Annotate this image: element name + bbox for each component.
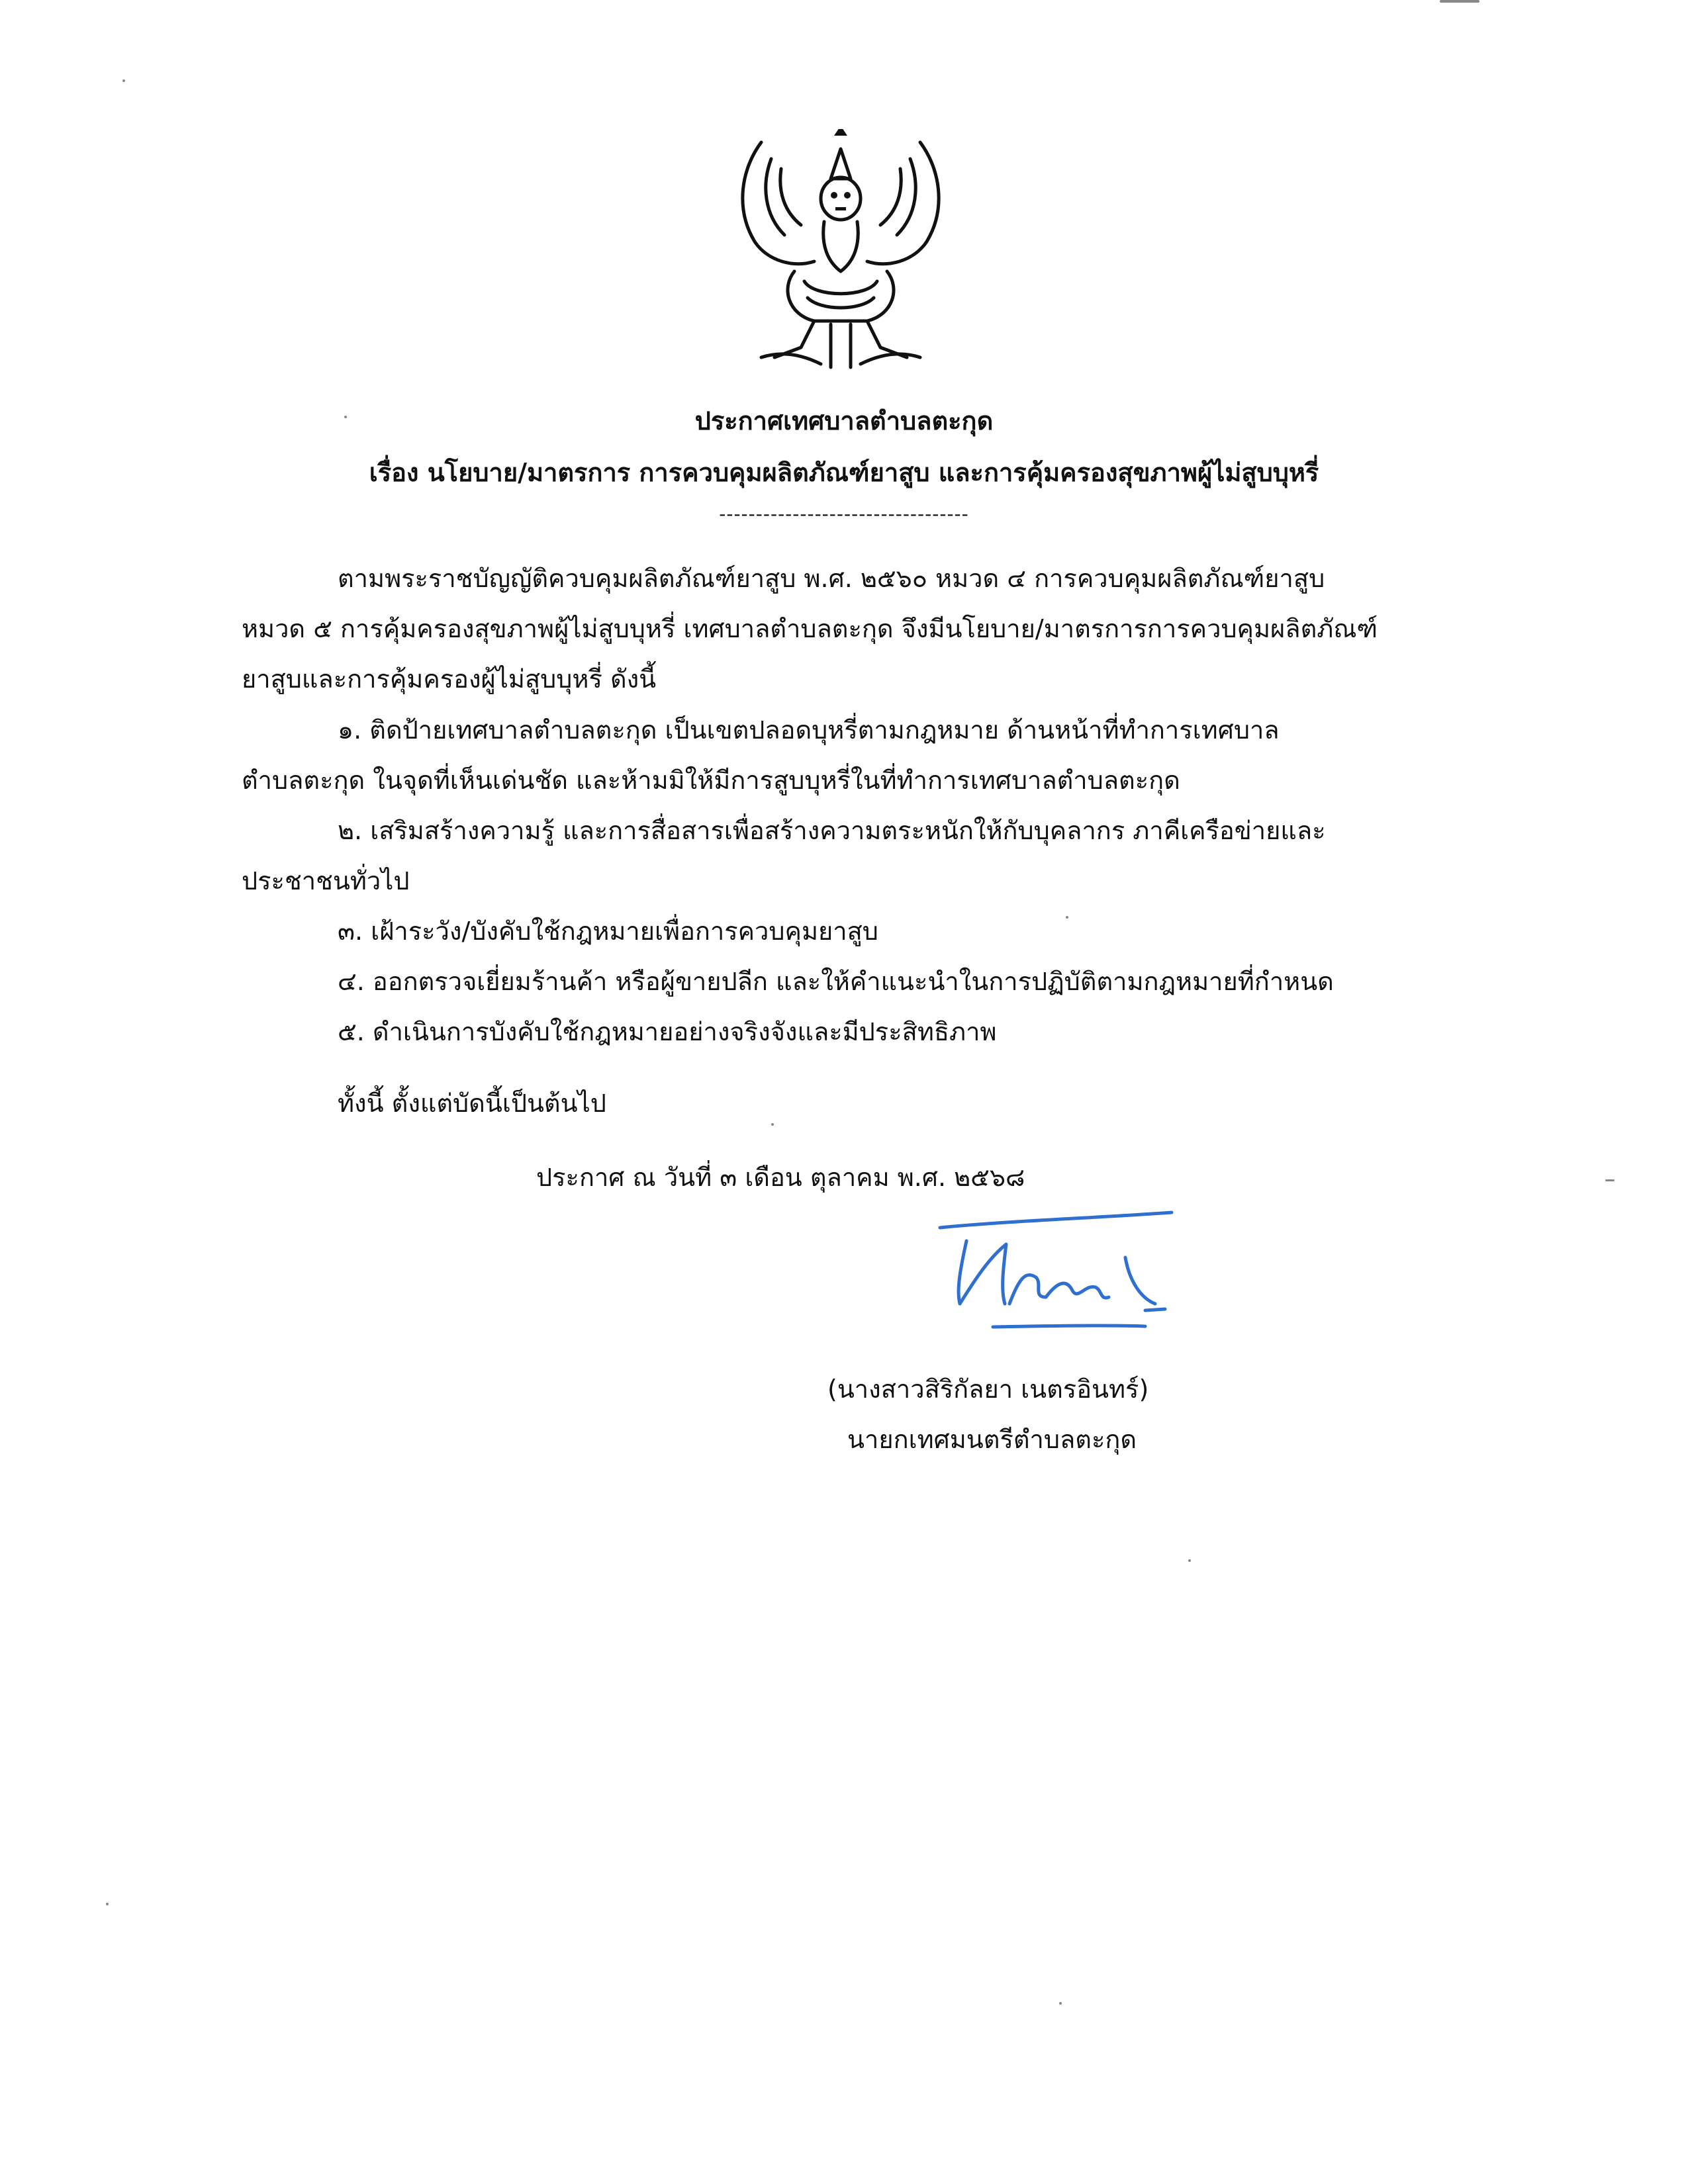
scan-speck bbox=[106, 1903, 109, 1905]
scan-speck bbox=[122, 79, 125, 82]
scan-speck bbox=[771, 1123, 774, 1126]
policy-item-2-line-1: ๒. เสริมสร้างความรู้ และการสื่อสารเพื่อสร้างความตระหนักให้กับบุคลากร ภาคีเครือข่ายและ bbox=[338, 816, 1326, 845]
intro-line-3: ยาสูบและการคุ้มครองผู้ไม่สูบบุหรี่ ดังนี้ bbox=[242, 664, 657, 694]
scan-speck bbox=[1059, 2002, 1062, 2005]
policy-item-1-line-2: ตำบลตะกุด ในจุดที่เห็นเด่นชัด และห้ามมิให้มีการสูบบุหรี่ในที่ทำการเทศบาลตำบลตะกุด bbox=[242, 766, 1180, 795]
scan-speck bbox=[1605, 1179, 1615, 1181]
intro-line-1: ตามพระราชบัญญัติควบคุมผลิตภัณฑ์ยาสูบ พ.ศ. ๒๕๖๐ หมวด ๔ การควบคุมผลิตภัณฑ์ยาสูบ bbox=[338, 564, 1325, 593]
title-divider: ---------------------------------- bbox=[719, 503, 969, 525]
scan-speck bbox=[1188, 1559, 1191, 1562]
closing-statement: ทั้งนี้ ตั้งแต่บัดนี้เป็นต้นไป bbox=[338, 1089, 606, 1118]
policy-item-3: ๓. เฝ้าระวัง/บังคับใช้กฎหมายเพื่อการควบคุมยาสูบ bbox=[338, 917, 878, 946]
policy-item-5: ๕. ดำเนินการบังคับใช้กฎหมายอย่างจริงจังและมีประสิทธิภาพ bbox=[338, 1017, 997, 1046]
policy-item-4: ๔. ออกตรวจเยี่ยมร้านค้า หรือผู้ขายปลีก และให้คำแนะนำในการปฏิบัติตามกฎหมายที่กำหนด bbox=[338, 967, 1334, 996]
garuda-emblem-icon bbox=[722, 129, 960, 377]
announcement-subject: เรื่อง นโยบาย/มาตรการ การควบคุมผลิตภัณฑ์ยาสูบ และการคุ้มครองสุขภาพผู้ไม่สูบบุหรี่ bbox=[369, 458, 1319, 487]
policy-item-2-line-2: ประชาชนทั่วไป bbox=[242, 866, 410, 895]
signer-name: (นางสาวสิริกัลยา เนตรอินทร์) bbox=[827, 1375, 1149, 1404]
announcement-date: ประกาศ ณ วันที่ ๓ เดือน ตุลาคม พ.ศ. ๒๕๖๘ bbox=[536, 1163, 1025, 1192]
intro-line-2: หมวด ๕ การคุ้มครองสุขภาพผู้ไม่สูบบุหรี่ เทศบาลตำบลตะกุด จึงมีนโยบาย/มาตรการการควบคุมผลิตภัณฑ์ bbox=[242, 614, 1378, 643]
signature-icon bbox=[927, 1205, 1185, 1337]
scan-speck bbox=[1066, 916, 1068, 919]
signer-position: นายกเทศมนตรีตำบลตะกุด bbox=[847, 1425, 1137, 1454]
policy-item-1-line-1: ๑. ติดป้ายเทศบาลตำบลตะกุด เป็นเขตปลอดบุหรี่ตามกฎหมาย ด้านหน้าที่ทำการเทศบาล bbox=[338, 715, 1280, 745]
scan-speck bbox=[344, 416, 347, 418]
announcement-title: ประกาศเทศบาลตำบลตะกุด bbox=[694, 406, 994, 435]
scan-speck bbox=[1440, 0, 1479, 3]
